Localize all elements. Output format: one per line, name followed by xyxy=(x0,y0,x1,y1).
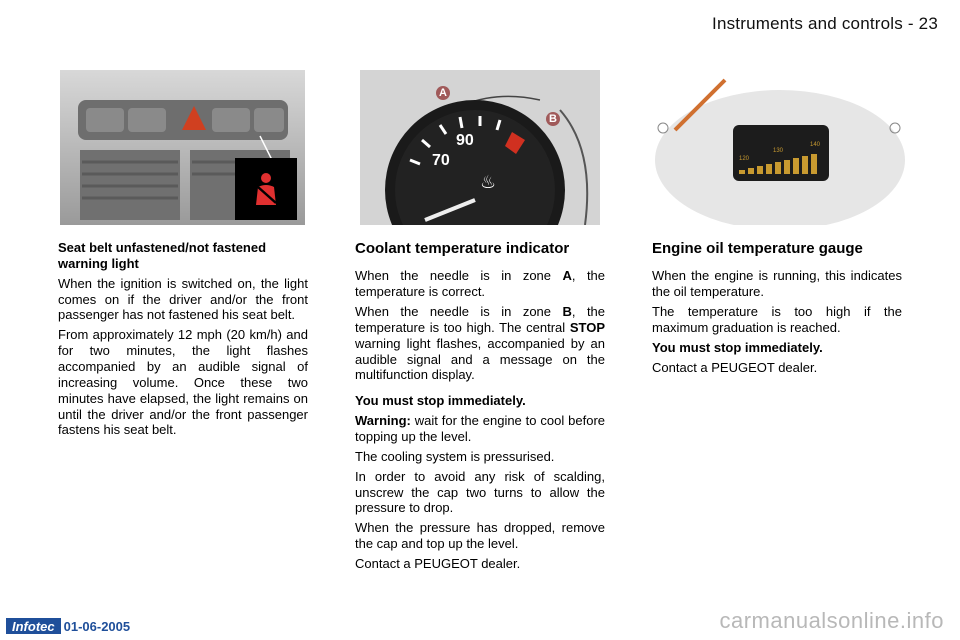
coolant-heading: Coolant temperature indicator xyxy=(355,240,570,257)
footer-badge xyxy=(6,618,130,634)
seatbelt-warning-icon xyxy=(235,158,297,220)
footer-date: 01-06-2005 xyxy=(63,618,131,634)
oil-section xyxy=(652,240,902,379)
seatbelt-paragraph-1: When the ignition is switched on, the light comes on if the driver and/or the front passenger has not fastened his seat belt. xyxy=(58,275,308,323)
oil-paragraph-3: Contact a PEUGEOT dealer. xyxy=(652,359,818,375)
page-title: Instruments and controls - 23 xyxy=(712,14,938,33)
oil-paragraph-1: When the engine is running, this indicates the oil temperature. xyxy=(652,268,902,300)
coolant-temp-icon: ♨ xyxy=(480,172,497,192)
coolant-paragraph-6: When the pressure has dropped, remove the cap and top up the level. xyxy=(355,520,605,552)
coolant-section xyxy=(355,240,605,576)
coolant-warning: Warning: wait for the engine to cool before topping up the level. xyxy=(355,413,605,445)
coolant-paragraph-7: Contact a PEUGEOT dealer. xyxy=(355,556,521,572)
infotec-logo: Infotec xyxy=(6,618,61,634)
oil-scale-label-mid: 130 xyxy=(773,148,784,154)
oil-stop-line: You must stop immediately. xyxy=(652,339,823,355)
watermark: carmanualsonline.info xyxy=(719,608,944,633)
coolant-paragraph-5: In order to avoid any risk of scalding, unscrew the cap two turns to allow the pressure to drop. xyxy=(355,468,605,516)
coolant-paragraph-2: When the needle is in zone B, the temperature is too high. The central STOP warning light flashes, accompanied by an audible signal and a message on the multifunction display. xyxy=(355,304,606,383)
oil-gauge-photo xyxy=(655,70,905,225)
coolant-gauge-photo xyxy=(360,70,600,225)
zone-a-label: A xyxy=(436,86,450,100)
coolant-stop-line: You must stop immediately. xyxy=(355,393,526,409)
coolant-paragraph-1: When the needle is in zone A, the temperature is correct. xyxy=(355,268,606,300)
coolant-paragraph-4: The cooling system is pressurised. xyxy=(355,448,555,464)
seatbelt-section xyxy=(58,240,308,442)
oil-scale-label-left: 120 xyxy=(739,156,750,162)
seatbelt-console-photo xyxy=(60,70,305,225)
oil-scale-label-right: 140 xyxy=(810,142,821,148)
zone-b-label: B xyxy=(546,112,560,126)
tick-label-70: 70 xyxy=(432,152,450,169)
seatbelt-paragraph-2: From approximately 12 mph (20 km/h) and for two minutes, the light flashes accompanied by an audible signal of increasing volume. Once these two minutes have elapsed, the light remains on until the driver and/or the front passenger fastens his seat belt. xyxy=(58,327,308,438)
seatbelt-heading: Seat belt unfastened/not fastened warning light xyxy=(58,240,267,271)
oil-paragraph-2: The temperature is too high if the maximum graduation is reached. xyxy=(652,304,902,335)
tick-label-90: 90 xyxy=(456,132,474,149)
oil-heading: Engine oil temperature gauge xyxy=(652,240,863,257)
